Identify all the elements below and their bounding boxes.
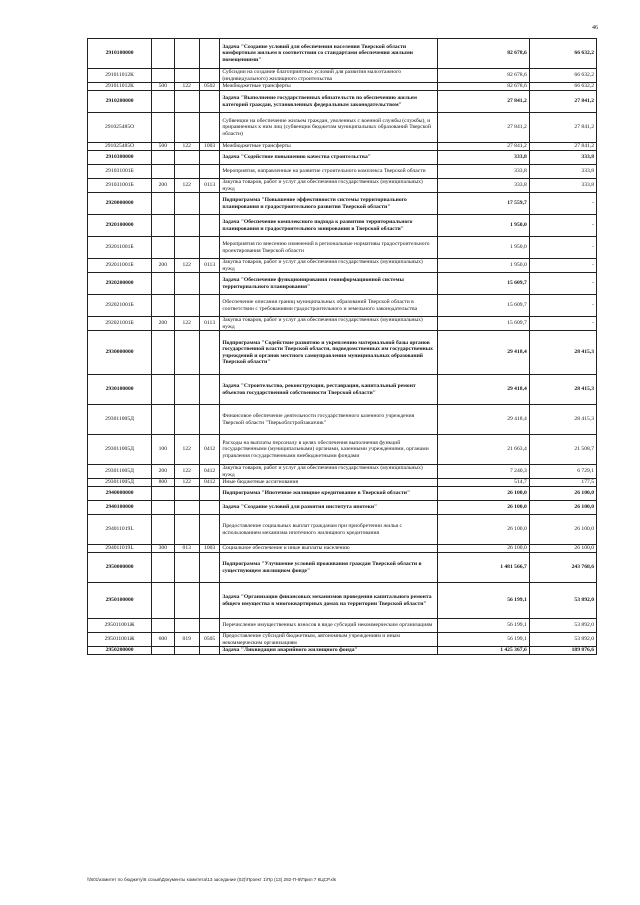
row-expense-type [152,91,174,113]
row-expense-type: 500 [152,143,174,151]
row-value-actual: 333,8 [529,151,596,165]
row-section-code [199,165,219,179]
row-expense-type [152,405,174,435]
row-value-actual: 333,8 [529,179,596,193]
row-value-actual: 66 632,2 [529,39,596,69]
row-section-code [199,583,219,619]
row-expense-type [152,487,174,501]
row-name: Задача "Организация финансовых механизмов проведения капитального ремонта общего имущества в многоквартирных домах на территории Тверской области" [220,583,438,619]
row-value-plan: 1 481 566,7 [438,553,530,583]
row-name: Закупка товаров, работ и услуг для обеспечения государственных (муниципальных) нужд [220,259,438,273]
row-admin-code: 122 [174,317,199,331]
row-section-code [199,487,219,501]
table-row [88,479,597,487]
table-row [88,113,597,143]
row-admin-code [174,151,199,165]
row-code: 293011005Д [88,435,152,465]
row-name: Задача "Выполнение государственных обязательств по обеспечению жильем категорий граждан, установленных федеральным законодательством" [220,91,438,113]
table-row [88,515,597,545]
row-value-actual: 53 892,0 [529,633,596,647]
row-value-actual: - [529,237,596,259]
row-expense-type: 200 [152,179,174,193]
row-section-code [199,273,219,295]
row-admin-code [174,515,199,545]
row-section-code [199,295,219,317]
table-row [88,143,597,151]
row-admin-code [174,647,199,655]
row-section-code [199,215,219,237]
row-section-code [199,553,219,583]
row-expense-type [152,331,174,375]
row-expense-type [152,69,174,83]
row-section-code [199,69,219,83]
row-value-actual: 26 100,0 [529,501,596,515]
table-row [88,39,597,69]
row-code: 295011001Ж [88,619,152,633]
row-code: 291025485О [88,143,152,151]
table-row [88,295,597,317]
row-value-plan: 15 609,7 [438,295,530,317]
row-admin-code [174,405,199,435]
row-admin-code [174,501,199,515]
row-admin-code: 122 [174,259,199,273]
row-section-code: 0412 [199,435,219,465]
table-row [88,619,597,633]
row-value-plan: 17 559,7 [438,193,530,215]
row-expense-type: 200 [152,259,174,273]
row-section-code: 0113 [199,259,219,273]
row-name: Задача "Создание условий для обеспечения населения Тверской области комфортным жильем в соответствии со стандартами обеспечения жилыми помещениями" [220,39,438,69]
row-value-actual: 189 876,6 [529,647,596,655]
row-admin-code [174,375,199,405]
row-code: 291011012К [88,69,152,83]
row-value-actual: 243 768,6 [529,553,596,583]
table-row [88,487,597,501]
row-value-plan: 333,8 [438,179,530,193]
row-name: Мероприятия по внесению изменений в региональные нормативы градостроительного проектирования Тверской области [220,237,438,259]
table-row [88,545,597,553]
row-value-plan: 1 950,0 [438,215,530,237]
table-row [88,553,597,583]
row-name: Межбюджетные трансферты [220,143,438,151]
row-value-plan: 27 841,2 [438,113,530,143]
row-name: Предоставление социальных выплат гражданам при приобретении жилья с использованием механизма ипотечного жилищного кредитования [220,515,438,545]
table-row [88,405,597,435]
row-value-plan: 1 950,0 [438,237,530,259]
table-row [88,317,597,331]
row-name: Подпрограмма "Ипотечное жилищное кредитование в Тверской области" [220,487,438,501]
table-row [88,91,597,113]
row-name: Задача "Обеспечение функционирования геоинформационной системы территориального планирования" [220,273,438,295]
row-expense-type [152,583,174,619]
row-name: Закупка товаров, работ и услуг для обеспечения государственных (муниципальных) нужд [220,317,438,331]
row-admin-code [174,619,199,633]
row-code: 2910100000 [88,39,152,69]
row-name: Финансовое обеспечение деятельности государственного казенного учреждения Тверской области "Тверьоблстройзаказчик" [220,405,438,435]
row-value-actual: 28 415,3 [529,375,596,405]
row-code: 292011001Б [88,259,152,273]
row-code: 2950000000 [88,553,152,583]
row-name: Подпрограмма "Содействие развитию и укреплению материальной базы органов государственной власти Тверской области, подведомственных им государственных учреждений и органов местного самоуправления муниципальных образований Тверской области" [220,331,438,375]
table-row [88,83,597,91]
row-name: Обеспечение описания границ муниципальных образований Тверской области в соответствии с требованиями градостроительного и земельного законодательства [220,295,438,317]
row-name: Подпрограмма "Улучшение условий проживания граждан Тверской области в существующем жилищном фонде" [220,553,438,583]
row-expense-type [152,375,174,405]
row-expense-type [152,165,174,179]
row-value-plan: 26 100,0 [438,487,530,501]
row-name: Подпрограмма "Повышение эффективности системы территориального планирования и градостроительного развития Тверской области" [220,193,438,215]
row-code: 2930100000 [88,375,152,405]
row-value-plan: 1 950,0 [438,259,530,273]
table-row [88,647,597,655]
row-section-code [199,113,219,143]
row-admin-code [174,215,199,237]
row-value-actual: 26 100,0 [529,487,596,501]
row-expense-type: 500 [152,83,174,91]
row-value-plan: 56 199,1 [438,619,530,633]
row-value-actual: 21 508,7 [529,435,596,465]
row-expense-type: 600 [152,633,174,647]
row-expense-type [152,295,174,317]
row-section-code: 1003 [199,545,219,553]
row-expense-type [152,215,174,237]
row-name: Субсидии на создание благоприятных условий для развития малоэтажного (индивидуального) жилищного строительства [220,69,438,83]
row-admin-code: 122 [174,479,199,487]
row-expense-type [152,151,174,165]
row-name: Закупка товаров, работ и услуг для обеспечения государственных (муниципальных) нужд [220,179,438,193]
row-section-code [199,91,219,113]
row-value-plan: 7 240,3 [438,465,530,479]
row-value-actual: - [529,273,596,295]
row-value-actual: 28 415,3 [529,405,596,435]
row-section-code [199,647,219,655]
row-code: 293011005Д [88,479,152,487]
footer-file-path: \\fs01\комитет по бюджету\6 созыв\Документы комитета\13 заседание (02)\Проект 1\Пр (13) 282-П-6\Прил 7 КЦСР.xls [87,877,337,882]
row-admin-code [174,583,199,619]
row-expense-type [152,113,174,143]
row-code: 2940100000 [88,501,152,515]
row-value-actual: 66 632,2 [529,83,596,91]
row-expense-type [152,515,174,545]
row-name: Задача "Создание условий для развития института ипотеки" [220,501,438,515]
table-row [88,193,597,215]
row-section-code: 0113 [199,179,219,193]
row-admin-code [174,237,199,259]
row-code: 293011005Д [88,405,152,435]
row-code: 292021001Б [88,317,152,331]
row-value-actual: - [529,317,596,331]
row-code: 292011001Б [88,237,152,259]
row-code: 295011001Ж [88,633,152,647]
row-admin-code: 019 [174,633,199,647]
row-admin-code [174,193,199,215]
row-expense-type [152,237,174,259]
row-expense-type: 200 [152,317,174,331]
row-expense-type [152,39,174,69]
row-section-code: 1003 [199,143,219,151]
row-name: Задача "Строительство, реконструкция, реставрация, капитальный ремонт объектов государственной собственности Тверской области" [220,375,438,405]
row-admin-code: 122 [174,465,199,479]
row-value-actual: - [529,215,596,237]
row-value-actual: - [529,295,596,317]
row-code: 2920200000 [88,273,152,295]
table-row [88,69,597,83]
row-value-plan: 27 841,2 [438,143,530,151]
row-value-plan: 15 609,7 [438,273,530,295]
row-value-actual: 28 415,3 [529,331,596,375]
row-admin-code [174,113,199,143]
row-value-plan: 29 418,4 [438,331,530,375]
row-admin-code: 122 [174,143,199,151]
table-row [88,237,597,259]
row-section-code [199,331,219,375]
row-section-code: 0502 [199,83,219,91]
row-value-plan: 15 609,7 [438,317,530,331]
table-row [88,165,597,179]
table-row [88,151,597,165]
row-expense-type [152,619,174,633]
row-name: Мероприятия, направленные на развитие строительного комплекса Тверской области [220,165,438,179]
row-admin-code: 122 [174,179,199,193]
row-admin-code [174,69,199,83]
row-admin-code [174,165,199,179]
row-code: 2910200000 [88,91,152,113]
row-value-plan: 333,8 [438,165,530,179]
row-admin-code [174,295,199,317]
row-value-plan: 26 100,0 [438,515,530,545]
row-code: 2920000000 [88,193,152,215]
row-admin-code: 122 [174,83,199,91]
row-section-code [199,375,219,405]
row-value-plan: 82 678,6 [438,39,530,69]
row-admin-code [174,487,199,501]
row-code: 291031001Б [88,179,152,193]
row-code: 294011019L [88,515,152,545]
row-section-code [199,501,219,515]
row-value-plan: 21 663,4 [438,435,530,465]
table-row [88,331,597,375]
row-value-actual: 27 841,2 [529,113,596,143]
row-section-code [199,237,219,259]
row-section-code [199,151,219,165]
row-admin-code: 013 [174,545,199,553]
row-value-plan: 333,8 [438,151,530,165]
row-value-plan: 514,7 [438,479,530,487]
row-value-actual: 53 892,0 [529,619,596,633]
row-name: Социальное обеспечение и иные выплаты населению [220,545,438,553]
row-admin-code [174,273,199,295]
row-code: 2950100000 [88,583,152,619]
row-admin-code [174,91,199,113]
row-code: 2910300000 [88,151,152,165]
row-value-actual: 66 632,2 [529,69,596,83]
row-value-plan: 82 678,6 [438,69,530,83]
row-expense-type [152,647,174,655]
row-admin-code [174,553,199,583]
page-number: 46 [592,25,598,31]
row-admin-code [174,39,199,69]
row-value-actual: 26 100,0 [529,545,596,553]
row-section-code: 0505 [199,633,219,647]
row-value-actual: 333,8 [529,165,596,179]
row-expense-type: 200 [152,465,174,479]
row-admin-code [174,331,199,375]
row-section-code [199,39,219,69]
table-row [88,273,597,295]
row-expense-type [152,553,174,583]
row-code: 2920100000 [88,215,152,237]
row-value-plan: 29 418,4 [438,375,530,405]
table-row [88,375,597,405]
row-section-code [199,619,219,633]
table-row [88,259,597,273]
budget-table [87,38,597,655]
row-expense-type: 300 [152,545,174,553]
row-section-code [199,193,219,215]
row-expense-type: 100 [152,435,174,465]
row-value-plan: 29 418,4 [438,405,530,435]
row-name: Задача "Обеспечение комплексного подхода к развитию территориального планирования и градостроительного зонирования в Тверской области" [220,215,438,237]
row-name: Межбюджетные трансферты [220,83,438,91]
row-value-plan: 56 199,1 [438,583,530,619]
row-value-actual: - [529,193,596,215]
row-value-actual: 27 841,2 [529,143,596,151]
row-name: Перечисление имущественных взносов в виде субсидий некоммерческим организациям [220,619,438,633]
table-row [88,633,597,647]
row-name: Задача "Ликвидация аварийного жилищного фонда" [220,647,438,655]
table-row [88,583,597,619]
row-code: 294011019L [88,545,152,553]
row-expense-type [152,193,174,215]
row-value-actual: - [529,259,596,273]
table-row [88,435,597,465]
row-value-plan: 27 841,2 [438,91,530,113]
row-code: 2950200000 [88,647,152,655]
row-value-plan: 56 199,1 [438,633,530,647]
row-section-code: 0113 [199,317,219,331]
row-value-plan: 26 100,0 [438,545,530,553]
row-code: 291031001Б [88,165,152,179]
table-row [88,465,597,479]
row-code: 292021001Б [88,295,152,317]
row-code: 291011012К [88,83,152,91]
row-name: Предоставление субсидий бюджетным, автономным учреждениям и иным некоммерческим организациям [220,633,438,647]
row-section-code: 0412 [199,465,219,479]
table-row [88,179,597,193]
row-value-actual: 27 841,2 [529,91,596,113]
table-row [88,215,597,237]
row-value-actual: 6 729,1 [529,465,596,479]
row-name: Расходы на выплаты персоналу в целях обеспечения выполнения функций государственными (муниципальными) органами, казенными учреждениями, органами управления государственными внебюджетными фондами [220,435,438,465]
row-code: 2930000000 [88,331,152,375]
row-admin-code: 122 [174,435,199,465]
row-code: 291025485О [88,113,152,143]
row-section-code [199,405,219,435]
row-section-code [199,515,219,545]
row-value-plan: 26 100,0 [438,501,530,515]
row-code: 2940000000 [88,487,152,501]
row-value-actual: 177,5 [529,479,596,487]
row-code: 293011005Д [88,465,152,479]
row-expense-type: 800 [152,479,174,487]
row-name: Задача "Содействие повышению качества строительства" [220,151,438,165]
row-section-code: 0412 [199,479,219,487]
row-value-plan: 82 678,6 [438,83,530,91]
row-expense-type [152,501,174,515]
table-row [88,501,597,515]
row-value-plan: 1 425 367,6 [438,647,530,655]
row-expense-type [152,273,174,295]
row-name: Закупка товаров, работ и услуг для обеспечения государственных (муниципальных) нужд [220,465,438,479]
row-value-actual: 53 892,0 [529,583,596,619]
row-value-actual: 26 100,0 [529,515,596,545]
row-name: Иные бюджетные ассигнования [220,479,438,487]
row-name: Субвенции на обеспечение жильем граждан, уволенных с военной службы (службы), и приравненных к ним лиц (субвенции бюджетам муниципальных образований Тверской области) [220,113,438,143]
